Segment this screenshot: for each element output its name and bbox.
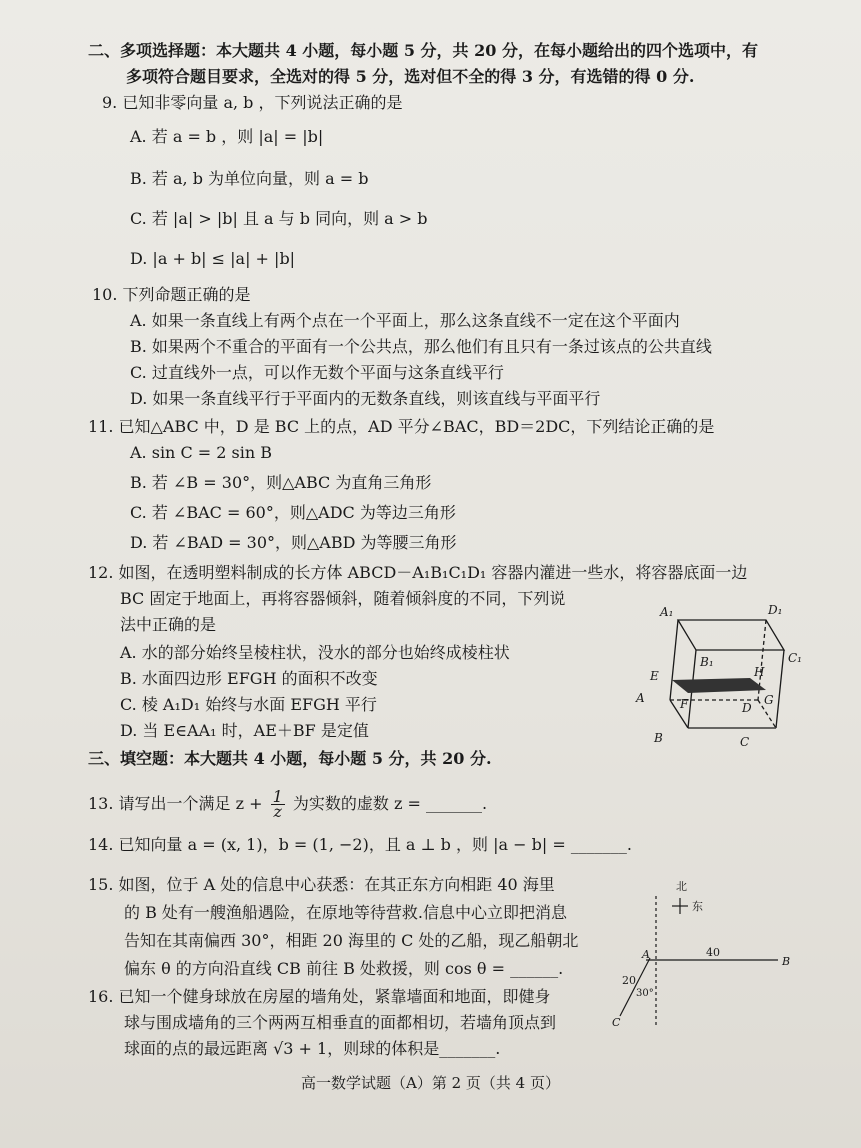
q12-stem-1: 12. 如图，在透明塑料制成的长方体 ABCD－A₁B₁C₁D₁ 容器内灌进一些水，将容器底面一边 (88, 563, 748, 582)
q13-frac-num: 1 (272, 787, 283, 806)
q11-option-a: A. sin C = 2 sin B (130, 443, 273, 462)
label-point-b: B (782, 955, 791, 968)
cuboid-top-face (678, 620, 784, 650)
q10-option-a: A. 如果一条直线上有两个点在一个平面上，那么这条直线不一定在这个平面内 (130, 311, 680, 330)
label-dist-ac: 20 (622, 974, 636, 987)
water-surface (672, 678, 766, 693)
q13-pre: 13. 请写出一个满足 z + (88, 794, 263, 813)
q11-stem: 11. 已知△ABC 中，D 是 BC 上的点，AD 平分∠BAC，BD＝2DC，下列结论正确的是 (88, 417, 715, 436)
label-g: G (764, 693, 774, 707)
q13-post: 为实数的虚数 z = _______. (292, 794, 488, 813)
q15-line-1: 15. 如图，位于 A 处的信息中心获悉：在其正东方向相距 40 海里 (88, 875, 555, 894)
q10-option-c: C. 过直线外一点，可以作无数个平面与这条直线平行 (130, 363, 504, 382)
section-3-title: 三、填空题：本大题共 4 小题，每小题 5 分，共 20 分. (88, 749, 492, 768)
label-e: E (650, 669, 659, 683)
label-point-c: C (612, 1016, 621, 1026)
q16-line-1: 16. 已知一个健身球放在房屋的墙角处，紧靠墙面和地面，即健身 (88, 987, 551, 1006)
q10-option-d: D. 如果一条直线平行于平面内的无数条直线，则该直线与平面平行 (130, 389, 601, 408)
q9-option-c: C. 若 |a| > |b| 且 a 与 b 同向，则 a > b (130, 209, 428, 228)
q16-line-2: 球与围成墙角的三个两两互相垂直的面都相切，若墙角顶点到 (124, 1013, 557, 1032)
q9-option-a: A. 若 a = b ，则 |a| = |b| (130, 127, 324, 146)
q15-line-3: 告知在其南偏西 30°，相距 20 海里的 C 处的乙船，现乙船朝北 (124, 931, 579, 950)
label-point-a: A (642, 948, 650, 961)
q9-option-b: B. 若 a, b 为单位向量，则 a = b (130, 169, 369, 188)
q15-line-2: 的 B 处有一艘渔船遇险，在原地等待营救.信息中心立即把消息 (124, 903, 568, 922)
label-b1: B₁ (700, 655, 714, 669)
q14-text: 14. 已知向量 a = (x, 1)，b = (1, −2)，且 a ⊥ b ，则 |a − b| = _______. (88, 835, 632, 854)
section-2-title-cont: 多项符合题目要求，全选对的得 5 分，选对但不全的得 3 分，有选错的得 0 分. (126, 67, 695, 86)
label-b: B (654, 731, 663, 745)
q11-option-b: B. 若 ∠B = 30°，则△ABC 为直角三角形 (130, 473, 432, 492)
label-a1: A₁ (660, 605, 674, 619)
q13-text (88, 787, 488, 821)
q10-stem: 10. 下列命题正确的是 (92, 285, 251, 304)
label-dist-ab: 40 (706, 946, 720, 959)
q12-option-b: B. 水面四边形 EFGH 的面积不改变 (120, 669, 378, 688)
q13-fraction (271, 787, 285, 821)
q12-option-d: D. 当 E∈AA₁ 时，AE＋BF 是定值 (120, 721, 369, 740)
q15-navigation-figure (606, 876, 806, 1026)
label-a: A (636, 691, 645, 705)
q9-option-d: D. |a + b| ≤ |a| + |b| (130, 249, 296, 268)
q15-line-4: 偏东 θ 的方向沿直线 CB 前往 B 处救援，则 cos θ = ______. (124, 959, 564, 978)
q12-stem-3: 法中正确的是 (120, 615, 217, 634)
label-c1: C₁ (788, 651, 802, 665)
q16-line-3: 球面的点的最远距离 √3 + 1，则球的体积是_______. (124, 1039, 501, 1058)
label-d: D (742, 701, 752, 715)
q9-stem: 9. 已知非零向量 a, b ，下列说法正确的是 (102, 93, 403, 112)
label-c: C (740, 735, 750, 749)
q12-stem-2: BC 固定于地面上，再将容器倾斜，随着倾斜度的不同，下列说 (120, 589, 566, 608)
section-2-title: 二、多项选择题：本大题共 4 小题，每小题 5 分，共 20 分，在每小题给出的四个选项中，有 (88, 41, 758, 60)
label-h: H (754, 665, 765, 679)
q12-option-a: A. 水的部分始终呈棱柱状，没水的部分也始终成棱柱状 (120, 643, 510, 662)
q12-cuboid-figure (630, 598, 810, 750)
label-d1: D₁ (768, 603, 783, 617)
label-east: 东 (692, 900, 703, 913)
q12-option-c: C. 棱 A₁D₁ 始终与水面 EFGH 平行 (120, 695, 377, 714)
page-footer: 高一数学试题（A）第 2 页（共 4 页） (301, 1074, 560, 1092)
label-f: F (680, 697, 689, 711)
q13-frac-den: z (273, 802, 282, 821)
q11-option-c: C. 若 ∠BAC = 60°，则△ADC 为等边三角形 (130, 503, 456, 522)
q10-option-b: B. 如果两个不重合的平面有一个公共点，那么他们有且只有一条过该点的公共直线 (130, 337, 712, 356)
q11-option-d: D. 若 ∠BAD = 30°，则△ABD 为等腰三角形 (130, 533, 457, 552)
label-angle: 30° (636, 988, 654, 999)
label-north: 北 (676, 880, 687, 893)
